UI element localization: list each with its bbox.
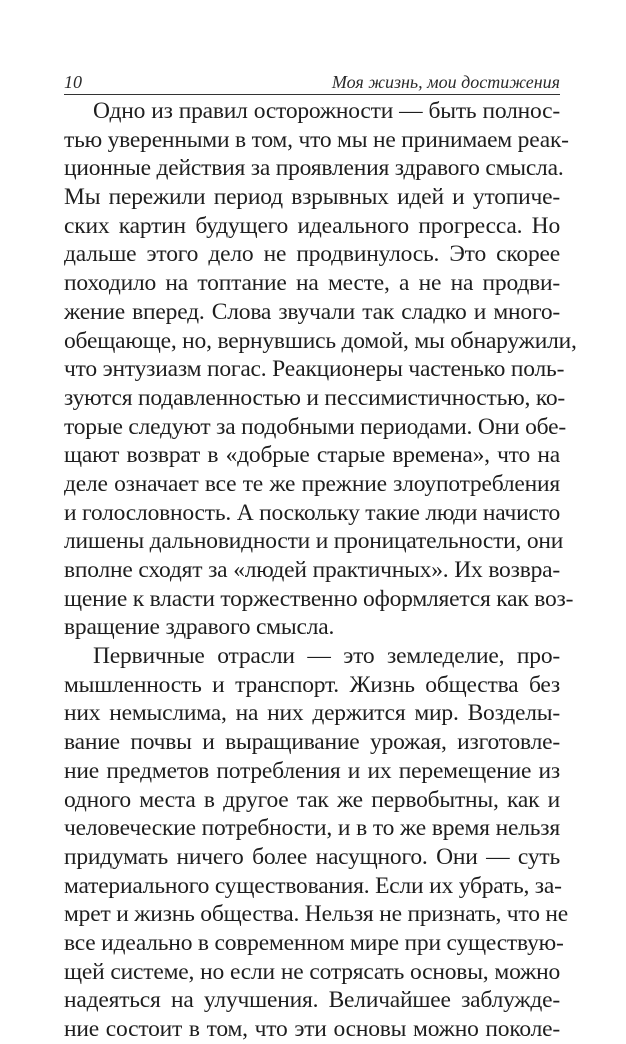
text-line: надеяться на улучшения. Величайшее заблужде-	[64, 987, 560, 1014]
text-line: Одно из правил осторожности — быть полнос-	[93, 98, 560, 124]
text-line: жение вперед. Слова звучали так сладко и много-	[64, 298, 560, 325]
text-line: и голословность. А поскольку такие люди начисто	[64, 499, 561, 526]
paragraph-2	[64, 642, 569, 1044]
text-line: ционные действия за проявления здравого смысла.	[64, 155, 564, 182]
text-line: них немыслима, на них держится мир. Возделы-	[64, 700, 560, 727]
text-line: что энтузиазм погас. Реакционеры частенько поль-	[64, 356, 565, 383]
text-line: тью уверенными в том, что мы не принимаем реак-	[64, 126, 569, 153]
text-line: вполне сходят за «людей практичных». Их возвра-	[64, 557, 560, 583]
running-head	[64, 70, 560, 95]
text-line: зуются подавленностью и пессимистичностью, ко-	[64, 384, 566, 411]
text-line: человеческие потребности, и в то же время нельзя	[64, 815, 560, 842]
text-line: щают возврат в «добрые старые времена», что на	[64, 442, 560, 469]
text-line: материального существования. Если их убрать, за-	[64, 872, 562, 899]
text-line: ских картин будущего идеального прогресса. Но	[64, 212, 560, 239]
text-line: вание почвы и выращивание урожая, изготовле-	[64, 729, 560, 756]
text-line: Мы пережили период взрывных идей и утопиче-	[64, 184, 560, 211]
paragraph-1	[64, 97, 577, 642]
text-line: щение к власти торжественно оформляется как воз-	[64, 585, 574, 612]
page-number: 10	[64, 72, 82, 92]
text-line: придумать ничего более насущного. Они — суть	[64, 843, 560, 870]
text-line: торые следуют за подобными периодами. Они обе-	[64, 413, 566, 440]
text-line: обещающе, но, вернувшись домой, мы обнаружили,	[64, 327, 577, 354]
text-line: мышленность и транспорт. Жизнь общества без	[64, 671, 560, 698]
text-line: ние предметов потребления и их перемещение из	[64, 757, 560, 784]
text-line: Первичные отрасли — это земледелие, про-	[93, 643, 560, 670]
book-page	[64, 70, 577, 1044]
text-line: мрет и жизнь общества. Нельзя не признать, что не	[64, 901, 569, 928]
chapter-title: Моя жизнь, мои достижения	[331, 72, 560, 92]
text-line: щей системе, но если не сотрясать основы, можно	[64, 958, 560, 985]
text-line: лишены дальновидности и проницательности, они	[64, 528, 564, 555]
text-line: все идеально в современном мире при существую-	[64, 929, 564, 956]
text-line: походило на топтание на месте, а не на продви-	[64, 270, 560, 297]
text-line: ние состоит в том, что эти основы можно поколе-	[64, 1016, 560, 1042]
text-line: деле означает все те же прежние злоупотребления	[64, 470, 560, 497]
text-line: вращение здравого смысла.	[64, 614, 335, 641]
body-text	[64, 97, 577, 1044]
text-line: дальше этого дело не продвинулось. Это скорее	[64, 241, 560, 268]
text-line: одного места в другое так же первобытны, как и	[64, 786, 560, 813]
